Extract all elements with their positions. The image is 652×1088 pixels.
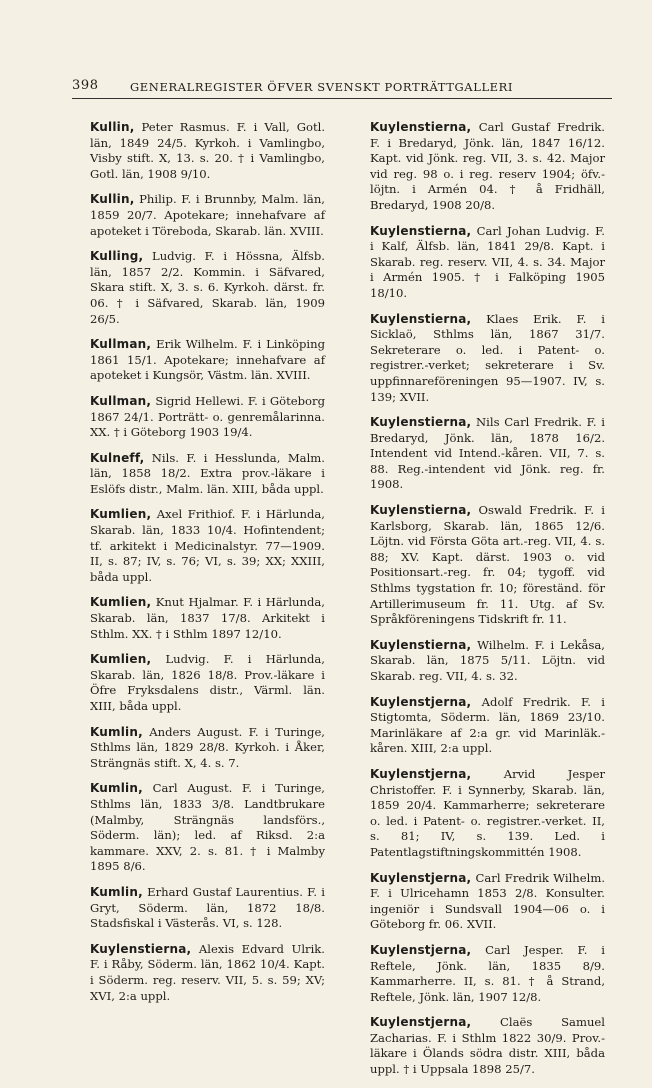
register-entry [370, 871, 605, 933]
entry-details: Ludvig. F. i Härlunda, Skarab. län, 1826 18/8. Prov.-läkare i Öfre Fryksdalens distr., Värml. län. XIII, båda uppl. [90, 652, 325, 713]
entry-surname: Kuylenstjerna, [370, 766, 472, 781]
register-entry [370, 767, 605, 861]
entry-surname: Kumlin, [90, 724, 143, 739]
entry-surname: Kumlin, [90, 781, 143, 796]
entry-details: Carl Johan Ludvig. F. i Kalf, Älfsb. län, 1841 29/8. Kapt. i Skarab. reg. reserv. VII, 4. s. 34. Major i Armén 1905. † i Falköping 1905 18/10. [370, 223, 605, 300]
register-entry [90, 652, 325, 714]
entry-details: Oswald Fredrik. F. i Karlsborg, Skarab. län, 1865 12/6. Löjtn. vid Första Göta art.-reg. VII, 4. s. 88; XV. Kapt. därst. 1903 o. vid Positionsart.-reg. fr. 04; tygoff. vid Sthlms tygstation fr. 10; föreständ. för Artillerimuseum fr. 11. Utg. af Sv. Språkföreningens Tidskrift fr. 11. [370, 503, 605, 627]
entry-details: Nils Carl Fredrik. F. i Bredaryd, Jönk. län, 1878 16/2. Intendent vid Intend.-kåren. VII, 7. s. 88. Reg.-intendent vid Jönk. reg. fr. 1908. [370, 415, 605, 492]
right-column [370, 120, 605, 1088]
entry-details: Claës Samuel Zacharias. F. i Sthlm 1822 30/9. Prov.-läkare i Ölands södra distr. XIII, båda uppl. † i Uppsala 1898 25/7. [370, 1015, 605, 1077]
entry-surname: Kuylenstierna, [370, 415, 472, 430]
entry-details: Alexis Edvard Ulrik. F. i Råby, Söderm. län, 1862 10/4. Kapt. i Söderm. reg. reserv. VII, 5. s. 59; XV; XVI, 2:a uppl. [90, 941, 325, 1003]
entry-surname: Kuylenstierna, [370, 120, 472, 134]
register-entry [90, 249, 325, 327]
register-entry [370, 695, 605, 757]
entry-surname: Kuylenstjerna, [370, 694, 472, 709]
register-entry [90, 394, 325, 441]
entry-surname: Kullin, [90, 192, 135, 207]
entry-details: Nils. F. i Hesslunda, Malm. län, 1858 18/2. Extra prov.-läkare i Eslöfs distr., Malm. län. XIII, båda uppl. [90, 450, 325, 496]
page-header [72, 76, 612, 99]
entry-surname: Kuylenstierna, [370, 637, 472, 652]
entry-details: Arvid Jesper Christoffer. F. i Synnerby, Skarab. län, 1859 20/4. Kammarherre; sekreterare o. led. i Patent- o. registrer.-verket. II, s. 81; IV, s. 139. Led. i Patentlagstiftningskommittén 1908. [370, 766, 605, 859]
entry-details: Ludvig. F. i Hössna, Älfsb. län, 1857 2/2. Kommin. i Säfvared, Skara stift. X, 3. s. 6. Kyrkoh. därst. fr. 06. † i Säfvared, Skarab. län, 1909 26/5. [90, 249, 325, 326]
entry-surname: Kumlien, [90, 507, 152, 522]
running-title: GENERALREGISTER ÖFVER SVENSKT PORTRÄTTGALLERI [130, 80, 514, 94]
page-number: 398 [72, 78, 99, 93]
register-entry [90, 942, 325, 1004]
entry-details: Erik Wilhelm. F. i Linköping 1861 15/1. Apotekare; innehafvare af apoteket i Kungsör, Västm. län. XVIII. [90, 337, 325, 383]
entry-surname: Kulling, [90, 249, 144, 264]
entry-surname: Kullin, [90, 120, 135, 134]
entry-details: Peter Rasmus. F. i Vall, Gotl. län, 1849 24/5. Kyrkoh. i Vamlingbo, Visby stift. X, 13. s. 20. † i Vamlingbo, Gotl. län, 1908 9/10. [90, 120, 325, 181]
entry-surname: Kumlin, [90, 884, 143, 899]
entry-surname: Kuylenstierna, [90, 941, 192, 956]
entry-surname: Kuylenstierna, [370, 311, 472, 326]
register-entry [370, 312, 605, 406]
register-entry [90, 451, 325, 498]
entry-details: Carl Fredrik Wilhelm. F. i Ulricehamn 1853 2/8. Konsulter. ingeniör i Sundsvall 1904—06 o. i Göteborg fr. 06. XVII. [370, 870, 605, 932]
entry-details: Wilhelm. F. i Lekåsa, Skarab. län, 1875 5/11. Löjtn. vid Skarab. reg. VII, 4. s. 32. [370, 637, 605, 683]
entry-details: Klaes Erik. F. i Sicklaö, Sthlms län, 1867 31/7. Sekreterare o. led. i Patent- o. registrer.-verket; sekreterare i Sv. uppfinnareföreningen 95—1907. IV, s. 139; XVII. [370, 311, 605, 404]
entry-surname: Kumlien, [90, 652, 152, 667]
register-entry [370, 224, 605, 302]
left-column [90, 120, 325, 1014]
register-entry [90, 781, 325, 875]
entry-surname: Kuylenstierna, [370, 503, 472, 518]
register-entry [370, 503, 605, 628]
entry-details: Adolf Fredrik. F. i Stigtomta, Söderm. län, 1869 23/10. Marinläkare af 2:a gr. vid Marinläk.-kåren. XIII, 2:a uppl. [370, 694, 605, 756]
register-entry [90, 725, 325, 772]
entry-details: Carl August. F. i Turinge, Sthlms län, 1833 3/8. Landtbrukare (Malmby, Strängnäs landsförs., Söderm. län); led. af Riksd. 2:a kammare. XXV, 2. s. 81. † i Malmby 1895 8/6. [90, 781, 325, 874]
register-entry [90, 595, 325, 642]
register-entry [90, 192, 325, 239]
register-entry [370, 415, 605, 493]
register-entry [90, 885, 325, 932]
entry-surname: Kumlien, [90, 595, 152, 610]
entry-details: Carl Jesper. F. i Reftele, Jönk. län, 1835 8/9. Kammarherre. II, s. 81. † å Strand, Reftele, Jönk. län, 1907 12/8. [370, 942, 605, 1004]
entry-details: Philip. F. i Brunnby, Malm. län, 1859 20/7. Apotekare; innehafvare af apoteket i Töreboda, Skarab. län. XVIII. [90, 192, 325, 238]
register-entry [370, 120, 605, 214]
entry-details: Sigrid Hellewi. F. i Göteborg 1867 24/1. Porträtt- o. genremålarinna. XX. † i Göteborg 1903 19/4. [90, 393, 325, 440]
entry-surname: Kulneff, [90, 450, 145, 465]
register-entry [370, 1015, 605, 1077]
register-entry [90, 120, 325, 182]
entry-surname: Kuylenstierna, [370, 223, 472, 238]
entry-surname: Kullman, [90, 337, 152, 352]
entry-details: Erhard Gustaf Laurentius. F. i Gryt, Söderm. län, 1872 18/8. Stadsfiskal i Västerås. VI, s. 128. [90, 884, 325, 931]
register-entry [90, 337, 325, 384]
entry-surname: Kullman, [90, 393, 152, 408]
entry-details: Knut Hjalmar. F. i Härlunda, Skarab. län, 1837 17/8. Arkitekt i Sthlm. XX. † i Sthlm 1897 12/10. [90, 595, 325, 641]
entry-surname: Kuylenstjerna, [370, 942, 472, 957]
entry-surname: Kuylenstjerna, [370, 870, 472, 885]
entry-details: Axel Frithiof. F. i Härlunda, Skarab. län, 1833 10/4. Hofintendent; tf. arkitekt i Medicinalstyr. 77—1909. II, s. 87; IV, s. 76; VI, s. 39; XX; XXIII, båda uppl. [90, 507, 325, 584]
entry-surname: Kuylenstjerna, [370, 1015, 472, 1030]
register-entry [370, 638, 605, 685]
register-entry [90, 507, 325, 585]
entry-details: Anders August. F. i Turinge, Sthlms län, 1829 28/8. Kyrkoh. i Åker, Strängnäs stift. X, 4. s. 7. [90, 724, 325, 770]
register-entry [370, 943, 605, 1005]
entry-details: Carl Gustaf Fredrik. F. i Bredaryd, Jönk. län, 1847 16/12. Kapt. vid Jönk. reg. VII, 3. s. 42. Major vid reg. 98 o. i reg. reserv 1904; öfv.-löjtn. i Armén 04. † å Fridhäll, Bredaryd, 1908 20/8. [370, 120, 605, 212]
